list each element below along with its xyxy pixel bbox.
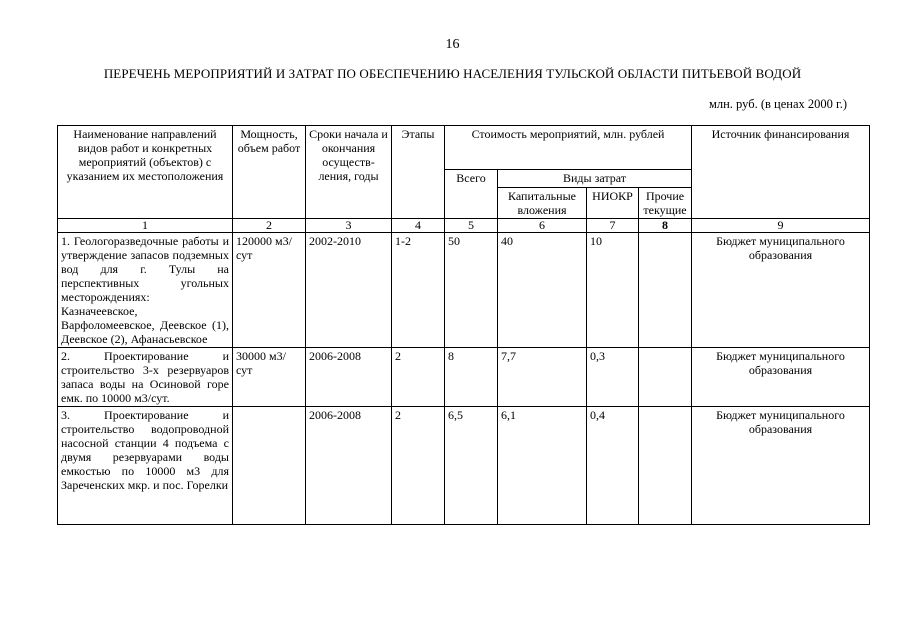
column-number: 2 xyxy=(233,219,306,233)
row-name: 2. Проектирование и строительство 3-х резервуаров запаса воды на Осиновой горе емк. по 10000 м3/сут. xyxy=(58,348,233,407)
header-total: Всего xyxy=(445,170,498,219)
row-other xyxy=(639,348,692,407)
row-total: 50 xyxy=(445,233,498,348)
row-stages: 2 xyxy=(392,407,445,525)
units-note: млн. руб. (в ценах 2000 г.) xyxy=(708,97,847,111)
column-number-row xyxy=(58,219,870,233)
column-number: 1 xyxy=(58,219,233,233)
row-source: Бюджет муниципального образования xyxy=(692,348,870,407)
table-row xyxy=(58,348,870,407)
row-terms: 2006-2008 xyxy=(306,407,392,525)
row-capacity: 120000 м3/сут xyxy=(233,233,306,348)
header-other: Прочие текущие xyxy=(639,188,692,219)
row-capacity: 30000 м3/сут xyxy=(233,348,306,407)
row-total: 8 xyxy=(445,348,498,407)
row-niokr: 0,3 xyxy=(587,348,639,407)
row-niokr: 0,4 xyxy=(587,407,639,525)
row-source: Бюджет муниципального образования xyxy=(692,407,870,525)
column-number: 4 xyxy=(392,219,445,233)
header-source: Источник финансирования xyxy=(692,126,870,219)
header-capacity: Мощность, объем работ xyxy=(233,126,306,219)
row-source: Бюджет муниципального образования xyxy=(692,233,870,348)
header-cost: Стоимость мероприятий, млн. рублей xyxy=(445,126,692,170)
row-terms: 2002-2010 xyxy=(306,233,392,348)
row-capital: 40 xyxy=(498,233,587,348)
row-name: 3. Проектирование и строительство водопроводной насосной станции 4 подъема с двумя резервуарами воды емкостью по 10000 м3 для Зареченских мкр. и пос. Горелки xyxy=(58,407,233,525)
column-number: 8 xyxy=(639,219,692,233)
column-number: 5 xyxy=(445,219,498,233)
row-capital: 6,1 xyxy=(498,407,587,525)
column-number: 9 xyxy=(692,219,870,233)
page-number: 16 xyxy=(445,37,460,52)
column-number: 7 xyxy=(587,219,639,233)
table-row xyxy=(58,407,870,525)
row-capital: 7,7 xyxy=(498,348,587,407)
table-row xyxy=(58,233,870,348)
column-number: 6 xyxy=(498,219,587,233)
row-other xyxy=(639,233,692,348)
row-niokr: 10 xyxy=(587,233,639,348)
row-name: 1. Геологоразведочные работы и утверждение запасов подземных вод для г. Тулы на перспективных угольных месторождениях: Казначеевское, Варфоломеевское, Деевское (1), Деевское (2), Афанасьевское xyxy=(58,233,233,348)
row-total: 6,5 xyxy=(445,407,498,525)
header-name: Наименование направлений видов работ и конкретных мероприятий (объектов) с указанием их местоположения xyxy=(58,126,233,219)
header-capital: Капитальные вложения xyxy=(498,188,587,219)
row-terms: 2006-2008 xyxy=(306,348,392,407)
document-title: ПЕРЕЧЕНЬ МЕРОПРИЯТИЙ И ЗАТРАТ ПО ОБЕСПЕЧЕНИЮ НАСЕЛЕНИЯ ТУЛЬСКОЙ ОБЛАСТИ ПИТЬЕВОЙ ВОДОЙ xyxy=(103,66,802,81)
measures-table xyxy=(57,125,870,525)
row-stages: 2 xyxy=(392,348,445,407)
row-capacity xyxy=(233,407,306,525)
column-number: 3 xyxy=(306,219,392,233)
header-terms: Сроки начала и окончания осуществ- ления, годы xyxy=(306,126,392,219)
header-niokr: НИОКР xyxy=(587,188,639,219)
header-stages: Этапы xyxy=(392,126,445,219)
row-other xyxy=(639,407,692,525)
row-stages: 1-2 xyxy=(392,233,445,348)
header-cost-types: Виды затрат xyxy=(498,170,692,188)
